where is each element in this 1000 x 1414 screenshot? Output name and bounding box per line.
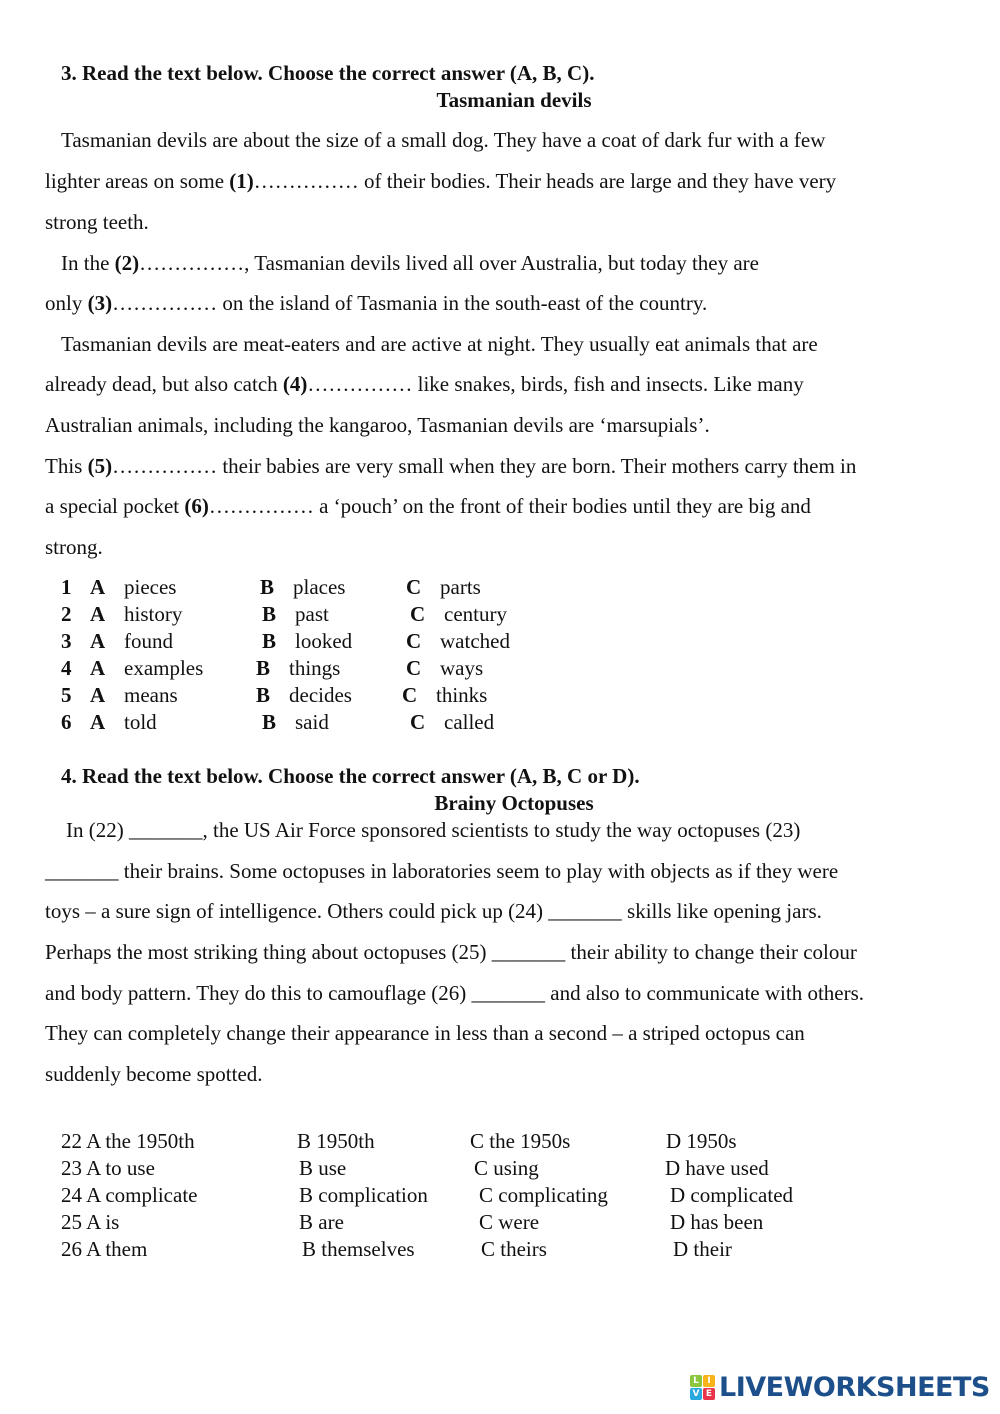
- option-a: history: [124, 602, 183, 626]
- passage-line: [45, 1021, 805, 1045]
- question-number: 1: [61, 575, 72, 599]
- option-d: D has been: [670, 1210, 764, 1234]
- option-letter-a: A: [90, 629, 106, 653]
- option-letter-c: C: [402, 683, 418, 707]
- option-b: B 1950th: [297, 1129, 375, 1153]
- passage-text: strong.: [45, 535, 103, 559]
- question-number: 4: [61, 656, 72, 680]
- section4-heading: 4. Read the text below. Choose the correct answer (A, B, C or D).: [61, 764, 640, 788]
- option-d: D have used: [665, 1156, 769, 1180]
- option-letter-a: A: [90, 656, 106, 680]
- logo-tile: I: [703, 1375, 715, 1387]
- passage-text: …………… their babies are very small when they are born. Their mothers carry them in: [112, 454, 857, 478]
- option-letter-a: A: [90, 575, 106, 599]
- passage-line: [45, 372, 804, 396]
- gap-number: (5): [87, 454, 113, 478]
- option-letter-c: C: [406, 629, 422, 653]
- option-b: B use: [299, 1156, 347, 1180]
- option-d: D their: [673, 1237, 732, 1261]
- passage-text: In the: [61, 251, 115, 275]
- question-number: 5: [61, 683, 72, 707]
- passage-text: and body pattern. They do this to camouflage (26) _______ and also to communicate with others.: [45, 981, 865, 1005]
- logo-text: LIVEWORKSHEETS: [719, 1372, 990, 1403]
- gap-number: (1): [229, 169, 254, 193]
- option-c: parts: [440, 575, 481, 599]
- passage-text: toys – a sure sign of intelligence. Others could pick up (24) _______ skills like opening jars.: [45, 899, 822, 923]
- logo-tile: L: [690, 1375, 702, 1387]
- passage-text: …………… on the island of Tasmania in the south-east of the country.: [112, 291, 708, 315]
- option-a: 24 A complicate: [61, 1183, 198, 1207]
- passage-text: This: [45, 454, 88, 478]
- passage-line: [61, 332, 818, 356]
- option-b: past: [295, 602, 329, 626]
- option-letter-b: B: [256, 683, 271, 707]
- option-c: century: [444, 602, 507, 626]
- option-letter-b: B: [262, 710, 277, 734]
- option-d: D 1950s: [666, 1129, 737, 1153]
- option-c: C theirs: [481, 1237, 547, 1261]
- passage-text: already dead, but also catch: [45, 372, 283, 396]
- passage-line: [66, 818, 800, 842]
- option-letter-b: B: [262, 602, 277, 626]
- section4-title: Brainy Octopuses: [434, 791, 594, 815]
- option-letter-c: C: [406, 575, 422, 599]
- option-c: called: [444, 710, 495, 734]
- gap-number: (3): [87, 291, 113, 315]
- passage-line: [45, 940, 857, 964]
- gap-number: (6): [184, 494, 209, 518]
- passage-line: [61, 251, 759, 275]
- passage-line: [45, 291, 707, 315]
- logo-tile: V: [690, 1388, 702, 1400]
- passage-line: [45, 210, 149, 234]
- question-number: 2: [61, 602, 72, 626]
- option-c: C complicating: [479, 1183, 608, 1207]
- passage-text: strong teeth.: [45, 210, 149, 234]
- option-letter-c: C: [410, 710, 426, 734]
- passage-line: [61, 128, 825, 152]
- option-letter-a: A: [90, 602, 106, 626]
- option-letter-b: B: [260, 575, 275, 599]
- option-a: pieces: [124, 575, 177, 599]
- passage-text: …………… of their bodies. Their heads are large and they have very: [253, 169, 837, 193]
- passage-text: …………… like snakes, birds, fish and insects. Like many: [307, 372, 804, 396]
- passage-line: [45, 1062, 263, 1086]
- option-b: looked: [295, 629, 353, 653]
- passage-text: Australian animals, including the kangaroo, Tasmanian devils are ‘marsupials’.: [45, 413, 710, 437]
- passage-line: [45, 981, 864, 1005]
- option-letter-c: C: [406, 656, 422, 680]
- gap-number: (2): [114, 251, 140, 275]
- passage-text: suddenly become spotted.: [45, 1062, 263, 1086]
- option-c: C using: [474, 1156, 539, 1180]
- passage-text: In (22) _______, the US Air Force sponsored scientists to study the way octopuses (23): [66, 818, 801, 842]
- passage-text: only: [45, 291, 88, 315]
- section3-title: Tasmanian devils: [436, 88, 592, 112]
- logo-tile: E: [703, 1388, 715, 1400]
- logo-tiles-icon: [690, 1375, 715, 1400]
- question-number: 6: [61, 710, 72, 734]
- option-a: 25 A is: [61, 1210, 120, 1234]
- option-b: B themselves: [302, 1237, 415, 1261]
- option-b: things: [289, 656, 341, 680]
- option-letter-b: B: [262, 629, 277, 653]
- passage-text: …………… a ‘pouch’ on the front of their bodies until they are big and: [208, 494, 811, 518]
- liveworksheets-logo: [690, 1372, 990, 1403]
- passage-text: Tasmanian devils are meat-eaters and are active at night. They usually eat animals that are: [61, 332, 818, 356]
- section3-heading: 3. Read the text below. Choose the correct answer (A, B, C).: [61, 61, 595, 85]
- passage-text: They can completely change their appearance in less than a second – a striped octopus can: [45, 1021, 805, 1045]
- passage-line: [45, 454, 856, 478]
- passage-text: _______ their brains. Some octopuses in laboratories seem to play with objects as if they were: [45, 859, 839, 883]
- passage-line: [45, 169, 836, 193]
- option-c: ways: [440, 656, 484, 680]
- option-d: D complicated: [670, 1183, 794, 1207]
- option-letter-a: A: [90, 710, 106, 734]
- option-a: 23 A to use: [61, 1156, 155, 1180]
- option-b: B complication: [299, 1183, 428, 1207]
- option-b: decides: [289, 683, 352, 707]
- option-c: watched: [440, 629, 510, 653]
- option-a: 22 A the 1950th: [61, 1129, 195, 1153]
- passage-text: a special pocket: [45, 494, 185, 518]
- option-b: places: [293, 575, 346, 599]
- option-a: found: [124, 629, 173, 653]
- option-b: said: [295, 710, 329, 734]
- passage-text: lighter areas on some: [45, 169, 230, 193]
- option-letter-b: B: [256, 656, 271, 680]
- option-a: told: [124, 710, 157, 734]
- option-b: B are: [299, 1210, 344, 1234]
- option-letter-a: A: [90, 683, 106, 707]
- option-letter-c: C: [410, 602, 426, 626]
- passage-line: [45, 859, 838, 883]
- gap-number: (4): [282, 372, 308, 396]
- passage-line: [45, 535, 103, 559]
- option-c: C were: [479, 1210, 540, 1234]
- passage-line: [45, 413, 710, 437]
- option-a: 26 A them: [61, 1237, 148, 1261]
- option-a: examples: [124, 656, 204, 680]
- option-a: means: [124, 683, 178, 707]
- question-number: 3: [61, 629, 72, 653]
- option-c: thinks: [436, 683, 488, 707]
- passage-text: Perhaps the most striking thing about octopuses (25) _______ their ability to change their colour: [45, 940, 857, 964]
- passage-line: [45, 899, 822, 923]
- passage-line: [45, 494, 811, 518]
- option-c: C the 1950s: [470, 1129, 571, 1153]
- passage-text: Tasmanian devils are about the size of a small dog. They have a coat of dark fur with a few: [61, 128, 826, 152]
- passage-text: ……………, Tasmanian devils lived all over Australia, but today they are: [139, 251, 759, 275]
